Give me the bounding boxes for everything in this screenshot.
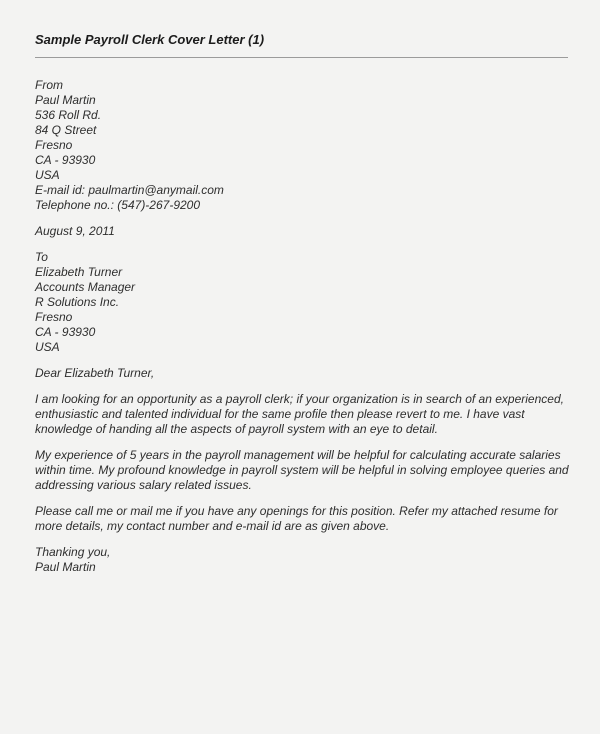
sender-line: USA (35, 168, 60, 182)
sender-line: CA - 93930 (35, 153, 96, 167)
recipient-line: Fresno (35, 310, 73, 324)
recipient-line: R Solutions Inc. (35, 295, 120, 309)
body-paragraph: I am looking for an opportunity as a payroll clerk; if your organization is in search of an experienced, enthusiastic and talented individual for the same profile then please revert to me. I have vast knowledge of handing all the aspects of payroll system with an eye to detail. (35, 392, 564, 436)
recipient-line: USA (35, 340, 60, 354)
closing-line: Thanking you, (35, 545, 111, 559)
sender-line: Fresno (35, 138, 73, 152)
body-paragraph: Please call me or mail me if you have any openings for this position. Refer my attached resume for more details, my contact number and e-mail id are as given above. (35, 504, 558, 533)
signature-name: Paul Martin (35, 560, 96, 574)
title-divider (35, 57, 568, 58)
recipient-line: Accounts Manager (35, 280, 136, 294)
sender-address-block (35, 78, 570, 213)
sender-phone-line: Telephone no.: (547)-267-9200 (35, 198, 201, 212)
date-block (35, 224, 570, 239)
recipient-line: To (35, 250, 48, 264)
sender-email-line: E-mail id: paulmartin@anymail.com (35, 183, 224, 197)
recipient-line: Elizabeth Turner (35, 265, 123, 279)
recipient-address-block (35, 250, 570, 355)
date-line: August 9, 2011 (35, 224, 115, 238)
recipient-line: CA - 93930 (35, 325, 96, 339)
sender-line: 536 Roll Rd. (35, 108, 102, 122)
sender-line: From (35, 78, 63, 92)
sender-line: Paul Martin (35, 93, 96, 107)
salutation-block (35, 366, 570, 381)
body-paragraph: My experience of 5 years in the payroll management will be helpful for calculating accurate salaries within time. My profound knowledge in payroll system will be helpful in solving employee queries and addressing various salary related issues. (35, 448, 569, 492)
sender-line: 84 Q Street (35, 123, 97, 137)
cover-letter-body (35, 78, 570, 575)
page-title: Sample Payroll Clerk Cover Letter (1) (35, 32, 265, 47)
closing-block (35, 545, 570, 575)
salutation: Dear Elizabeth Turner, (35, 366, 155, 380)
